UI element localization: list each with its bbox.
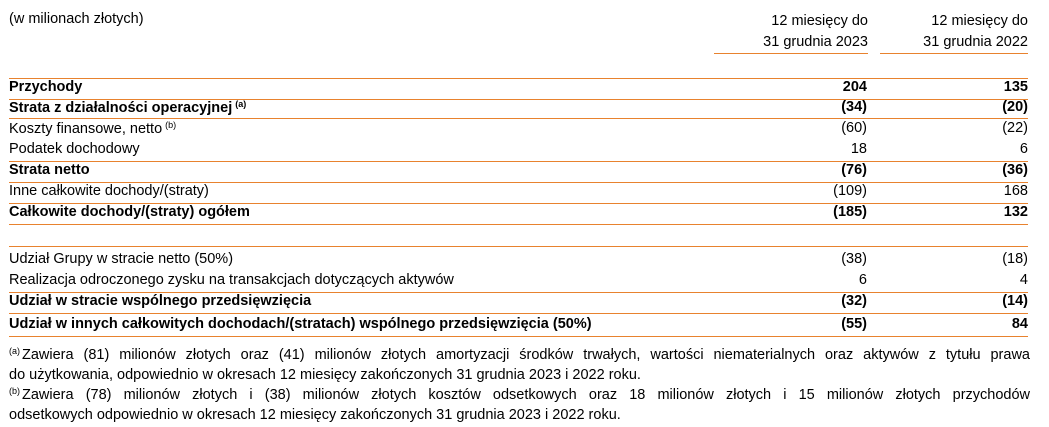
- column-header-2023: [700, 11, 868, 53]
- row-label: Realizacja odroczonego zysku na transakcjach dotyczących aktywów: [9, 272, 454, 288]
- column-header-2022-line1: 12 miesięcy do: [931, 13, 1028, 29]
- value-2022: 135: [1003, 79, 1028, 95]
- value-2023: (185): [833, 204, 867, 220]
- value-2023: (60): [841, 120, 867, 136]
- unit-note: (w milionach złotych): [9, 11, 144, 27]
- value-2022: (36): [1002, 162, 1028, 178]
- table-row: [9, 270, 1028, 291]
- value-2022: (18): [1002, 251, 1028, 267]
- row-label: Koszty finansowe, netto $^{(b)}$: [9, 120, 177, 137]
- header-rule-2023: [714, 53, 868, 54]
- footnote-a: [9, 341, 1030, 385]
- table-row: [9, 249, 1028, 270]
- table-row: [9, 97, 1028, 118]
- footnote-b-line2: odsetkowych odpowiednio w okresach 12 miesięcy zakończonych 31 grudnia 2023 i 2022 roku.: [9, 407, 621, 423]
- row-label: Strata z działalności operacyjnej $^{(a)}$: [9, 99, 247, 116]
- footnote-ref: (b): [165, 120, 177, 130]
- row-label: Podatek dochodowy: [9, 141, 140, 157]
- row-label: Przychody: [9, 79, 83, 95]
- row-label: Udział w stracie wspólnego przedsięwzięcia: [9, 293, 312, 309]
- row-label: Udział w innych całkowitych dochodach/(stratach) wspólnego przedsięwzięcia (50%): [9, 316, 592, 332]
- table-row: [9, 118, 1028, 139]
- column-header-2022: [880, 11, 1028, 53]
- table-row: [9, 139, 1028, 160]
- table-row: [9, 160, 1028, 181]
- value-2022: 6: [1019, 141, 1028, 157]
- footnote-b-mark: (b): [9, 386, 20, 396]
- footnote-a-line2: do użytkowania, odpowiednio w okresach 12 miesięcy zakończonych 31 grudnia 2023 i 2022 roku.: [9, 367, 641, 383]
- footnote-ref: (a): [235, 99, 247, 109]
- value-2023: (32): [841, 293, 867, 309]
- value-2023: (55): [841, 316, 867, 332]
- table-row: [9, 291, 1028, 312]
- header-rule-2022: [880, 53, 1028, 54]
- value-2023: (38): [841, 251, 867, 267]
- value-2022: (14): [1002, 293, 1028, 309]
- row-label: Strata netto: [9, 162, 90, 178]
- row-label: Całkowite dochody/(straty) ogółem: [9, 204, 250, 220]
- rule-section2-top: [9, 246, 1028, 247]
- value-2023: 18: [850, 141, 867, 157]
- footnote-b-line1: $^{(b)}$ Zawiera (78) milionów złotych i (38) milionów złotych kosztów odsetkowych oraz 18 milionów złotych i 15 milionów złotych przychodów: [9, 386, 1030, 403]
- footnote-a-mark: (a): [9, 346, 20, 356]
- table-row: [9, 181, 1028, 202]
- table-row: [9, 77, 1028, 98]
- value-2023: (76): [841, 162, 867, 178]
- value-2022: 84: [1011, 316, 1028, 332]
- rule-after-total: [9, 224, 1028, 225]
- value-2023: (109): [833, 183, 867, 199]
- value-2022: 168: [1003, 183, 1028, 199]
- column-header-2023-line1: 12 miesięcy do: [771, 13, 868, 29]
- value-2023: 6: [858, 272, 867, 288]
- table-row: [9, 314, 1028, 335]
- rule-bottom: [9, 336, 1028, 337]
- value-2022: (22): [1002, 120, 1028, 136]
- value-2023: (34): [841, 99, 867, 115]
- row-label: Udział Grupy w stracie netto (50%): [9, 251, 234, 267]
- column-header-2023-line2: 31 grudnia 2023: [763, 34, 868, 50]
- footnote-a-line1: $^{(a)}$ Zawiera (81) milionów złotych oraz (41) milionów złotych amortyzacji środków trwałych, wartości niematerialnych oraz aktywów z tytułu prawa: [9, 346, 1030, 363]
- column-header-2022-line2: 31 grudnia 2022: [923, 34, 1028, 50]
- value-2022: 4: [1019, 272, 1028, 288]
- value-2022: (20): [1002, 99, 1028, 115]
- value-2022: 132: [1003, 204, 1028, 220]
- footnote-b: [9, 381, 1030, 425]
- row-label: Inne całkowite dochody/(straty): [9, 183, 209, 199]
- value-2023: 204: [842, 79, 867, 95]
- table-row: [9, 202, 1028, 223]
